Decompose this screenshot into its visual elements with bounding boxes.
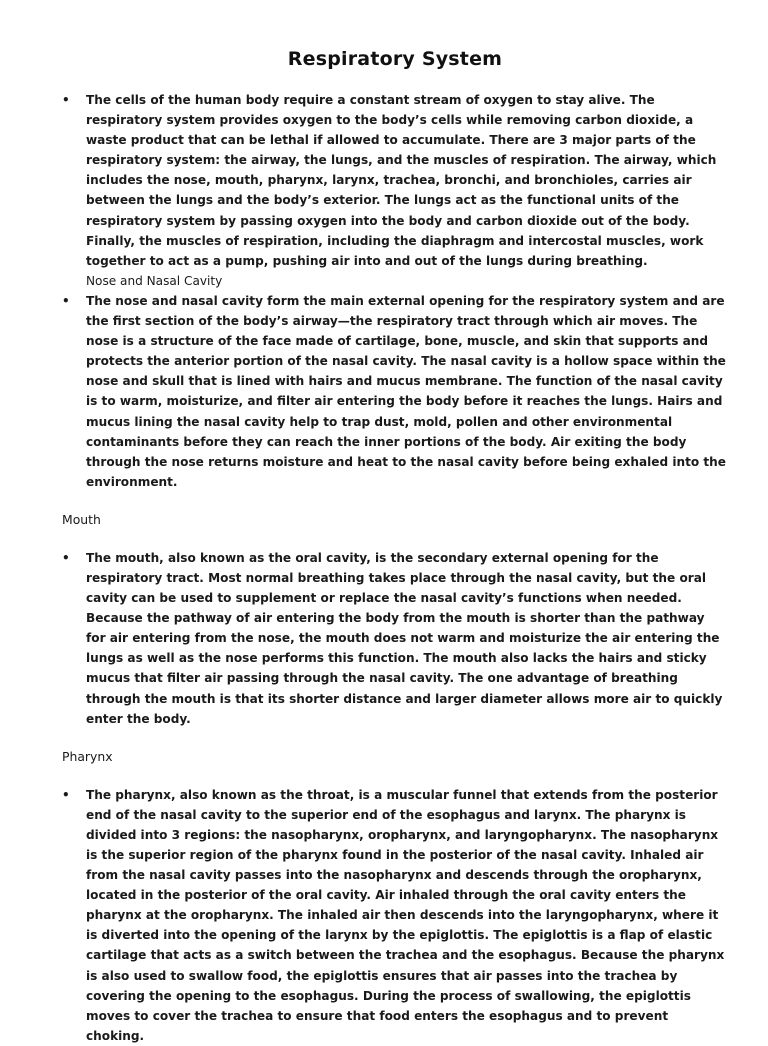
intro-text: The cells of the human body require a constant stream of oxygen to stay alive. The respiratory system provides oxygen to the body’s cells while removing carbon dioxide, a waste product that can be lethal if allowed to accumulate. There are 3 major parts of the respiratory system: the airway, the lungs, and the muscles of respiration. The airway, which includes the nose, mouth, pharynx, larynx, trachea, bronchi, and bronchioles, carries air between the lungs and the body’s exterior. The lungs act as the functional units of the respiratory system by passing oxygen into the body and carbon dioxide out of the body. Finally, the muscles of respiration, including the diaphragm and intercostal muscles, work together to act as a pump, pushing air into and out of the lungs during breathing. <box>86 93 717 268</box>
bullet-icon: • <box>62 93 70 107</box>
pharynx-text: The pharynx, also known as the throat, is a muscular funnel that extends from the posterior end of the nasal cavity to the superior end of the esophagus and larynx. The pharynx is divided into 3 regions: the nasopharynx, oropharynx, and laryngopharynx. The nasopharynx is the superior region of the pharynx found in the posterior of the nasal cavity. Inhaled air from the nasal cavity passes into the nasopharynx and descends through the oropharynx, located in the posterior of the oral cavity. Air inhaled through the oral cavity enters the pharynx at the oropharynx. The inhaled air then descends into the laryngopharynx, where it is diverted into the opening of the larynx by the epiglottis. The epiglottis is a flap of elastic cartilage that acts as a switch between the trachea and the esophagus. Because the pharynx is also used to swallow food, the epiglottis ensures that air passes into the trachea by covering the opening to the esophagus. During the process of swallowing, the epiglottis moves to cover the trachea to ensure that food enters the esophagus and to prevent choking. <box>86 787 725 1043</box>
bullet-icon: • <box>62 550 70 565</box>
bullet-icon: • <box>62 293 70 308</box>
nose-paragraph <box>62 291 728 492</box>
mouth-paragraph <box>62 548 728 729</box>
mouth-section-heading: Mouth <box>62 511 101 527</box>
nose-section-heading: Nose and Nasal Cavity <box>86 273 223 288</box>
pharynx-section-heading: Pharynx <box>62 748 113 764</box>
page-title: Respiratory System <box>287 48 503 70</box>
intro-paragraph <box>62 90 728 271</box>
bullet-icon: • <box>62 787 70 802</box>
pharynx-paragraph <box>62 785 728 1046</box>
mouth-text: The mouth, also known as the oral cavity, is the secondary external opening for the respiratory tract. Most normal breathing takes place through the nasal cavity, but the oral cavity can be used to supplement or replace the nasal cavity’s functions when needed. Because the pathway of air entering the body from the mouth is shorter than the pathway for air entering from the nose, the mouth does not warm and moisturize the air entering the lungs as well as the nose performs this function. The mouth also lacks the hairs and sticky mucus that filter air passing through the nasal cavity. The one advantage of breathing through the mouth is that its shorter distance and larger diameter allows more air to quickly enter the body. <box>86 550 723 726</box>
nose-text: The nose and nasal cavity form the main external opening for the respiratory system and are the first section of the body’s airway—the respiratory tract through which air moves. The nose is a structure of the face made of cartilage, bone, muscle, and skin that supports and protects the anterior portion of the nasal cavity. The nasal cavity is a hollow space within the nose and skull that is lined with hairs and mucus membrane. The function of the nasal cavity is to warm, moisturize, and filter air entering the body before it reaches the lungs. Hairs and mucus lining the nasal cavity help to trap dust, mold, pollen and other environmental contaminants before they can reach the inner portions of the body. Air exiting the body through the nose returns moisture and heat to the nasal cavity before being exhaled into the environment. <box>86 293 726 489</box>
